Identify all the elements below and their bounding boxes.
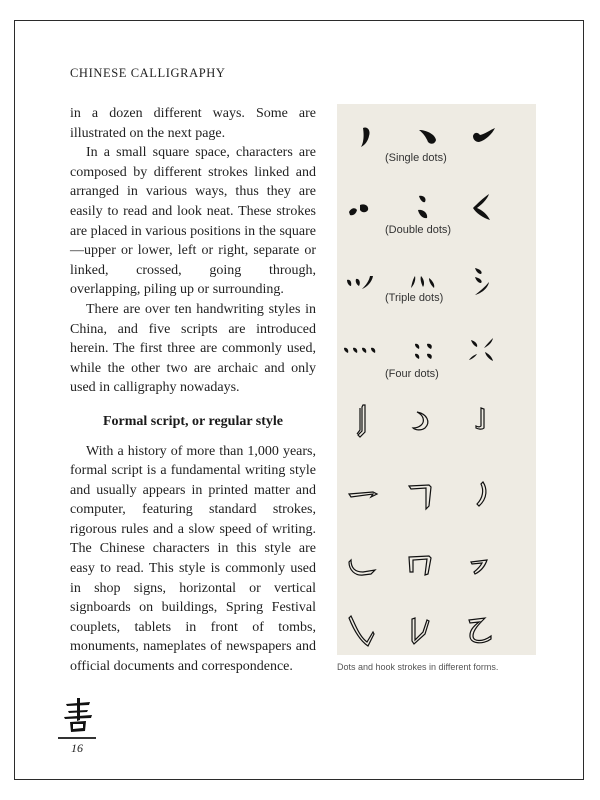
hook-stroke-corner [401, 548, 441, 588]
figure-caption: Dots and hook strokes in different forms. [337, 662, 499, 672]
four-dot-stroke-1 [341, 330, 381, 370]
hook-strokes-row-2 [337, 476, 536, 516]
four-dot-stroke-2 [405, 330, 445, 370]
hook-stroke-turning [401, 476, 441, 516]
calligraphy-logo-icon [58, 694, 98, 734]
hook-stroke-vertical [343, 402, 383, 442]
hook-stroke-short-vertical [461, 402, 501, 442]
hook-stroke-curved-base [343, 548, 383, 588]
paragraph-strokes: In a small square space, characters are composed by different strokes linked and arranged in various ways, thus they are easily to read and look neat. These strokes are placed in various positions in the square—upper or lower, left or right, separate or linked, crossed, going through, overlapping, piling up or surrounding. [70, 145, 316, 298]
hook-stroke-bent [461, 476, 501, 516]
double-dot-stroke-3 [463, 188, 503, 228]
double-dot-stroke-1 [345, 188, 385, 228]
triple-dots-label: (Triple dots) [385, 292, 444, 304]
single-dot-stroke-1 [347, 118, 387, 158]
hook-stroke-slant [343, 610, 383, 650]
four-dots-row [337, 330, 536, 370]
hook-stroke-curl [461, 610, 501, 650]
body-text-column [70, 104, 316, 677]
paragraph-styles: There are over ten handwriting styles in China, and five scripts are introduced herein. The first three are commonly used, while the other two are archaic and only used in calligraphy nowadays. [70, 301, 316, 396]
folio-rule [58, 737, 96, 739]
section-heading: Formal script, or regular style [102, 413, 284, 429]
four-dot-stroke-3 [463, 330, 503, 370]
page-number: 16 [71, 741, 83, 755]
hook-strokes-row-4 [337, 610, 536, 650]
stroke-figure-panel [337, 104, 536, 655]
hook-stroke-leaning [401, 610, 441, 650]
paragraph-formal-script: With a history of more than 1,000 years, formal script is a fundamental writing style and usually appears in printed matter and computer, featuring standard strokes, rigorous rules and a slow speed of writing. The Chinese characters in this style are easy to read. This style is commonly used in shop signs, horizontal or vertical signboards on buildings, Spring Festival couplets, tablets in front of tombs, monuments, nameplates of newspapers and official documents and correspondence. [70, 443, 316, 675]
hook-stroke-small [461, 548, 501, 588]
hook-strokes-row-1 [337, 402, 536, 442]
single-dots-label: (Single dots) [385, 152, 447, 164]
running-head: CHINESE CALLIGRAPHY [70, 66, 226, 80]
double-dots-row [337, 188, 536, 228]
hook-stroke-crescent [403, 402, 443, 442]
hook-stroke-horizontal [343, 476, 383, 516]
paragraph-continued: in a dozen different ways. Some are illustrated on the next page. [70, 106, 316, 141]
double-dot-stroke-2 [405, 188, 445, 228]
double-dots-label: (Double dots) [385, 224, 452, 236]
hook-strokes-row-3 [337, 548, 536, 588]
triple-dot-stroke-1 [343, 262, 383, 302]
four-dots-label: (Four dots) [385, 368, 439, 380]
